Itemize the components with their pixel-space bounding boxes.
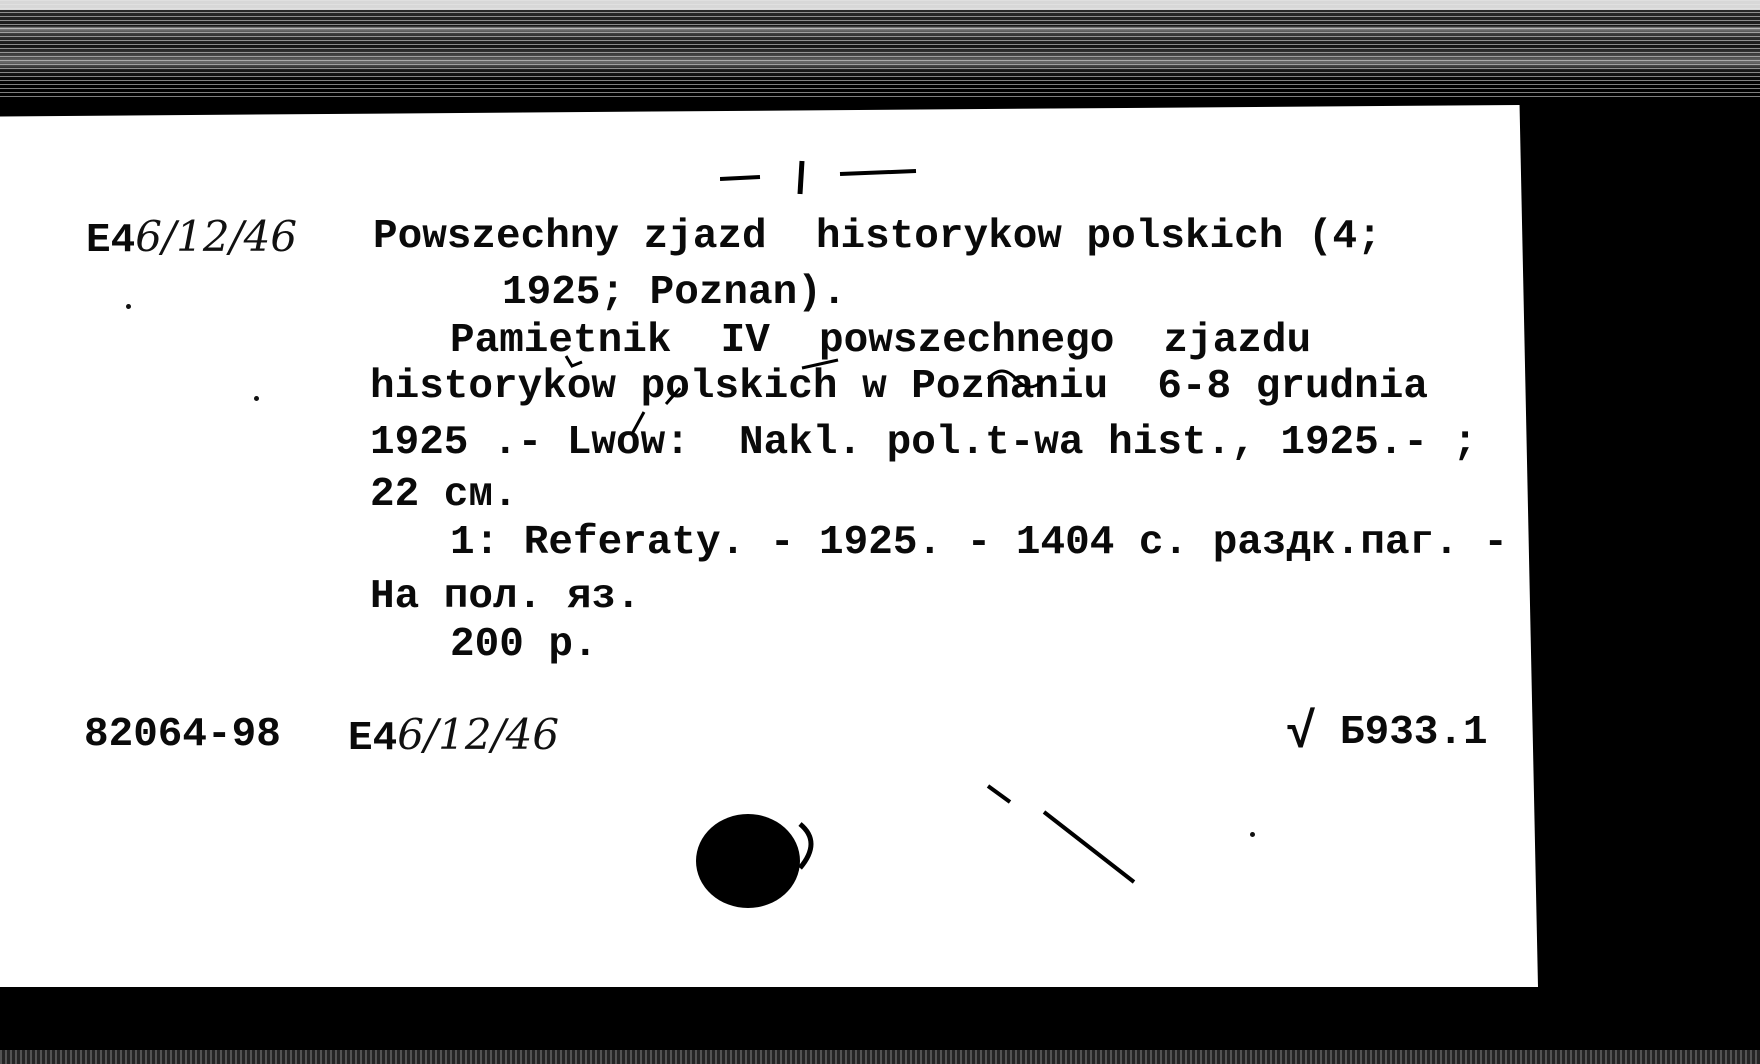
title-line-2: historykow polskich w Poznaniu 6-8 grudnia <box>370 364 1428 410</box>
title-line-4: 22 см. <box>370 472 518 518</box>
heading-line-2: 1925; Poznan). <box>502 270 847 316</box>
page-number-mark <box>720 156 920 196</box>
scan-border-top <box>0 0 1760 100</box>
volume-line-1: 1: Referaty. - 1925. - 1404 с. раздк.паг. - <box>450 520 1508 566</box>
title-line-3: 1925 .- Lwow: Nakl. pol.t-wa hist., 1925.- ; <box>370 420 1478 466</box>
volume-line-2: На пол. яз. <box>370 574 641 620</box>
check-mark: √ <box>1286 706 1317 763</box>
call-number-top: E46/12/46 <box>86 212 298 264</box>
accession-number: 82064-98 <box>84 712 281 758</box>
speck <box>126 304 131 309</box>
speck <box>1250 832 1255 837</box>
speck <box>254 396 259 401</box>
price: 200 р. <box>450 622 598 668</box>
ink-blot <box>696 814 800 908</box>
call-number-bottom: E46/12/46 <box>348 710 560 762</box>
classification-number: Б933.1 <box>1340 710 1488 756</box>
scan-border-bottom <box>0 1050 1760 1064</box>
call-number-top-handwritten: 6/12/46 <box>135 212 298 261</box>
title-line-1: Pamietnik IV powszechnego zjazdu <box>450 318 1312 364</box>
call-number-bottom-handwritten: 6/12/46 <box>397 710 560 759</box>
heading-line-1: Powszechny zjazd historykow polskich (4; <box>373 214 1382 260</box>
